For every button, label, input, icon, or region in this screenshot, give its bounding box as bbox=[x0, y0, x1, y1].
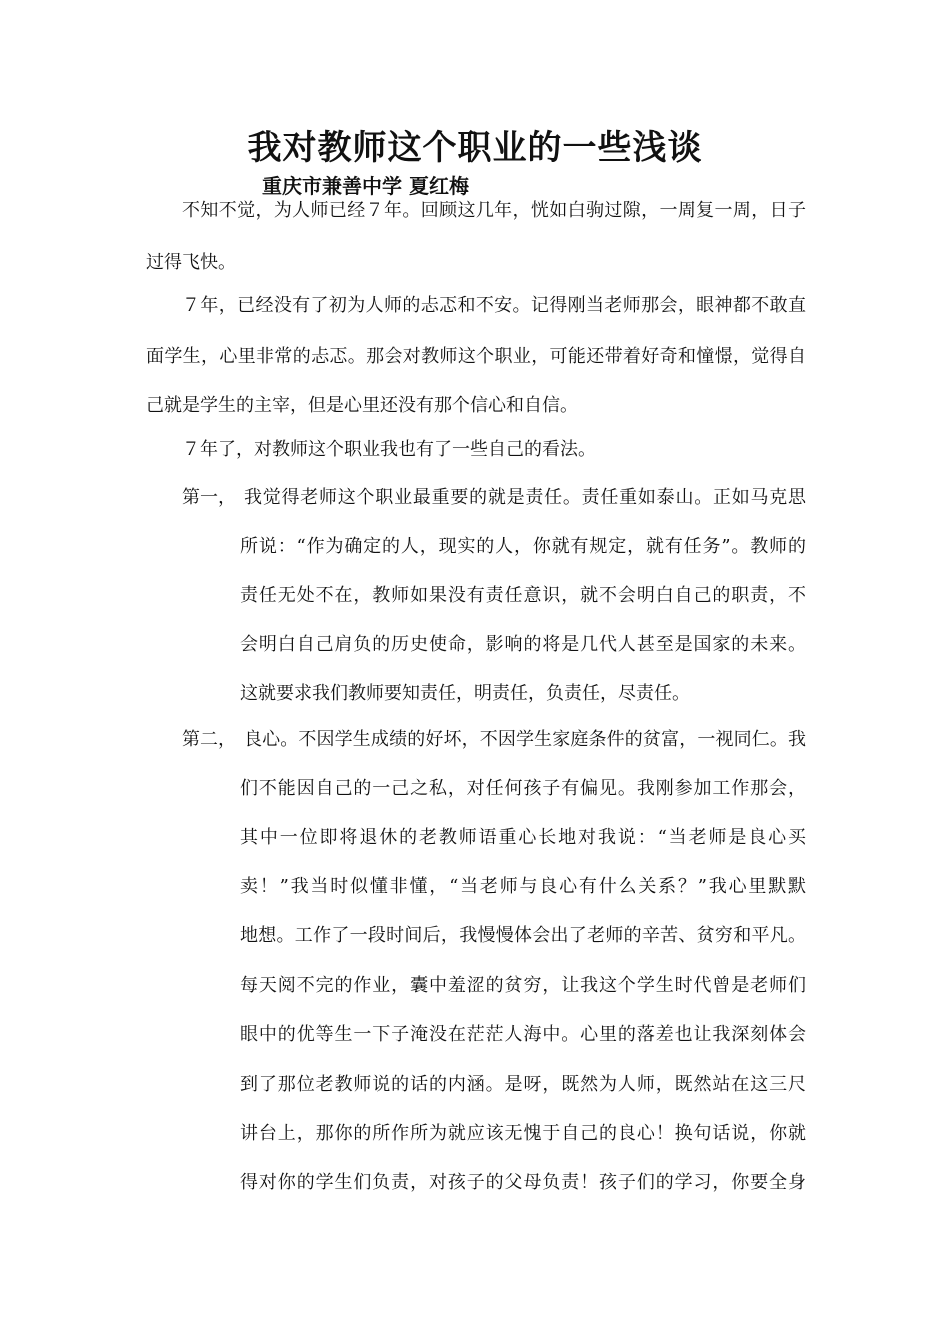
point-line: 我觉得老师这个职业最重要的就是责任。责任重如泰山。正如马克思 bbox=[244, 487, 806, 508]
point-label: 第一， bbox=[182, 487, 236, 508]
point-line: 得对你的学生们负责，对孩子的父母负责！孩子们的学习，你要全身 bbox=[240, 1172, 806, 1193]
point-line: 们不能因自己的一己之私，对任何孩子有偏见。我刚参加工作那会， bbox=[240, 778, 806, 799]
point-line: 这就要求我们教师要知责任，明责任，负责任，尽责任。 bbox=[240, 683, 690, 704]
paragraph-line: 不知不觉，为人师已经７年。回顾这几年，恍如白驹过隙，一周复一周，日子 bbox=[182, 200, 806, 221]
point-line: 会明白自己肩负的历史使命，影响的将是几代人甚至是国家的未来。 bbox=[240, 634, 806, 655]
point-line: 讲台上，那你的所作所为就应该无愧于自己的良心！换句话说，你就 bbox=[240, 1123, 806, 1144]
paragraph-line: 过得飞快。 bbox=[146, 252, 236, 273]
point-line: 每天阅不完的作业，囊中羞涩的贫穷，让我这个学生时代曾是老师们 bbox=[240, 975, 806, 996]
point-line: 眼中的优等生一下子淹没在茫茫人海中。心里的落差也让我深刻体会 bbox=[240, 1024, 806, 1045]
point-label: 第二， bbox=[182, 729, 236, 750]
point-line: 到了那位老教师说的话的内涵。是呀，既然为人师，既然站在这三尺 bbox=[240, 1074, 806, 1095]
paragraph-line: ７年，已经没有了初为人师的忐忑和不安。记得刚当老师那会，眼神都不敢直 bbox=[182, 295, 806, 316]
document-title: 我对教师这个职业的一些浅谈 bbox=[247, 128, 703, 168]
point-line: 其中一位即将退休的老教师语重心长地对我说：“当老师是良心买 bbox=[240, 827, 806, 848]
point-line: 责任无处不在，教师如果没有责任意识，就不会明白自己的职责，不 bbox=[240, 585, 806, 606]
author-byline: 重庆市兼善中学 夏红梅 bbox=[262, 174, 469, 198]
point-line: 所说：“作为确定的人，现实的人，你就有规定，就有任务”。教师的 bbox=[240, 536, 806, 557]
point-line: 良心。不因学生成绩的好坏，不因学生家庭条件的贫富，一视同仁。我 bbox=[244, 729, 806, 750]
paragraph-line: 面学生，心里非常的忐忑。那会对教师这个职业，可能还带着好奇和憧憬，觉得自 bbox=[146, 346, 806, 367]
point-line: 卖！”我当时似懂非懂，“当老师与良心有什么关系？”我心里默默 bbox=[240, 876, 806, 897]
paragraph-line: 己就是学生的主宰，但是心里还没有那个信心和自信。 bbox=[146, 395, 578, 416]
point-line: 地想。工作了一段时间后，我慢慢体会出了老师的辛苦、贫穷和平凡。 bbox=[240, 925, 806, 946]
paragraph-line: ７年了，对教师这个职业我也有了一些自己的看法。 bbox=[182, 439, 596, 460]
